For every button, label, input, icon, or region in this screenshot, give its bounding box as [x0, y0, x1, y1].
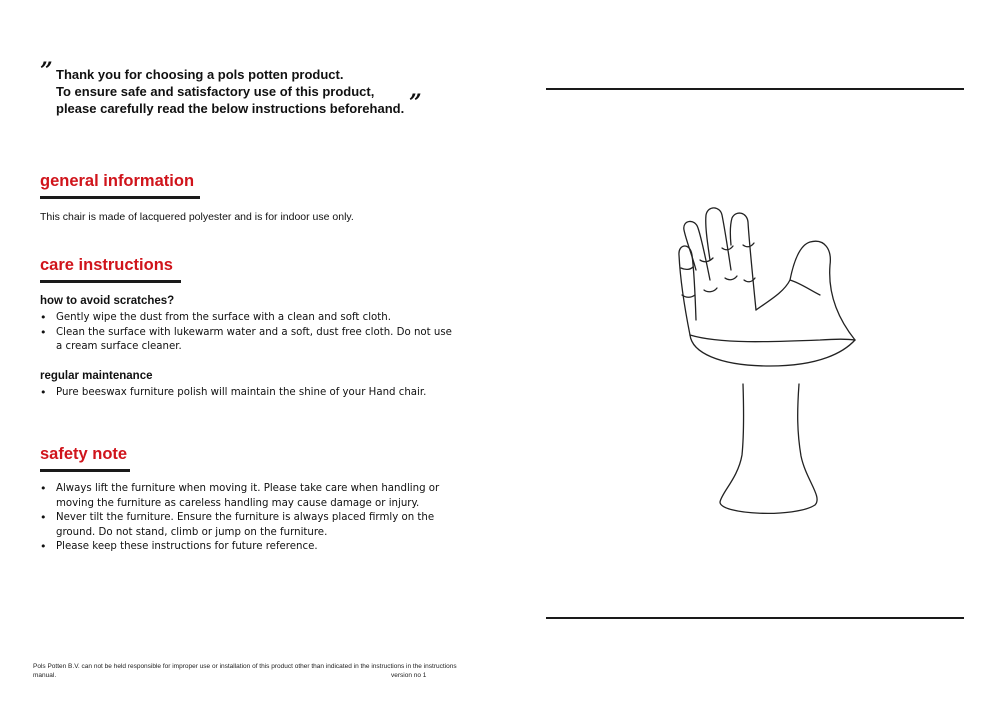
intro-line-3 [56, 100, 404, 117]
list-item: • Pure beeswax furniture polish will maintain the shine of your Hand chair. [40, 386, 480, 401]
list-item: • Gently wipe the dust from the surface with a clean and soft cloth. [40, 311, 460, 326]
top-rule [546, 88, 964, 90]
version-label: version no 1 [391, 672, 427, 679]
maintenance-subtitle: regular maintenance [40, 370, 153, 382]
list-item: • Please keep these instructions for future reference. [40, 540, 475, 555]
open-quote-mark: ” [40, 58, 53, 84]
care-instructions-title: care instructions [40, 256, 181, 283]
maintenance-list [40, 386, 480, 401]
intro-quote [56, 66, 404, 117]
intro-line-2: To ensure safe and satisfactory use of this product, [56, 84, 375, 99]
general-information-text: This chair is made of lacquered polyester and is for indoor use only. [40, 211, 354, 223]
intro-line-1: Thank you for choosing a pols potten product. [56, 67, 344, 82]
scratches-subtitle: how to avoid scratches? [40, 295, 175, 307]
safety-list [40, 482, 475, 555]
hand-chair-illustration [660, 200, 880, 525]
close-quote-mark: ” [409, 90, 422, 116]
safety-note-title: safety note [40, 445, 130, 472]
list-item: • Clean the surface with lukewarm water and a soft, dust free cloth. Do not use a cream surface cleaner. [40, 326, 460, 355]
intro-line-3-text: please carefully read the below instructions beforehand. [56, 101, 405, 116]
footer-disclaimer: Pols Potten B.V. can not be held responsible for improper use or installation of this product other than indicated in the instructions in the instructions manual. [33, 663, 457, 679]
scratches-list [40, 311, 460, 355]
list-item: • Always lift the furniture when moving it. Please take care when handling or moving the furniture as careless handling may cause damage or injury. [40, 482, 475, 511]
general-information-title: general information [40, 172, 200, 199]
bottom-rule [546, 617, 964, 619]
list-item: • Never tilt the furniture. Ensure the furniture is always placed firmly on the ground. Do not stand, climb or jump on the furniture. [40, 511, 475, 540]
